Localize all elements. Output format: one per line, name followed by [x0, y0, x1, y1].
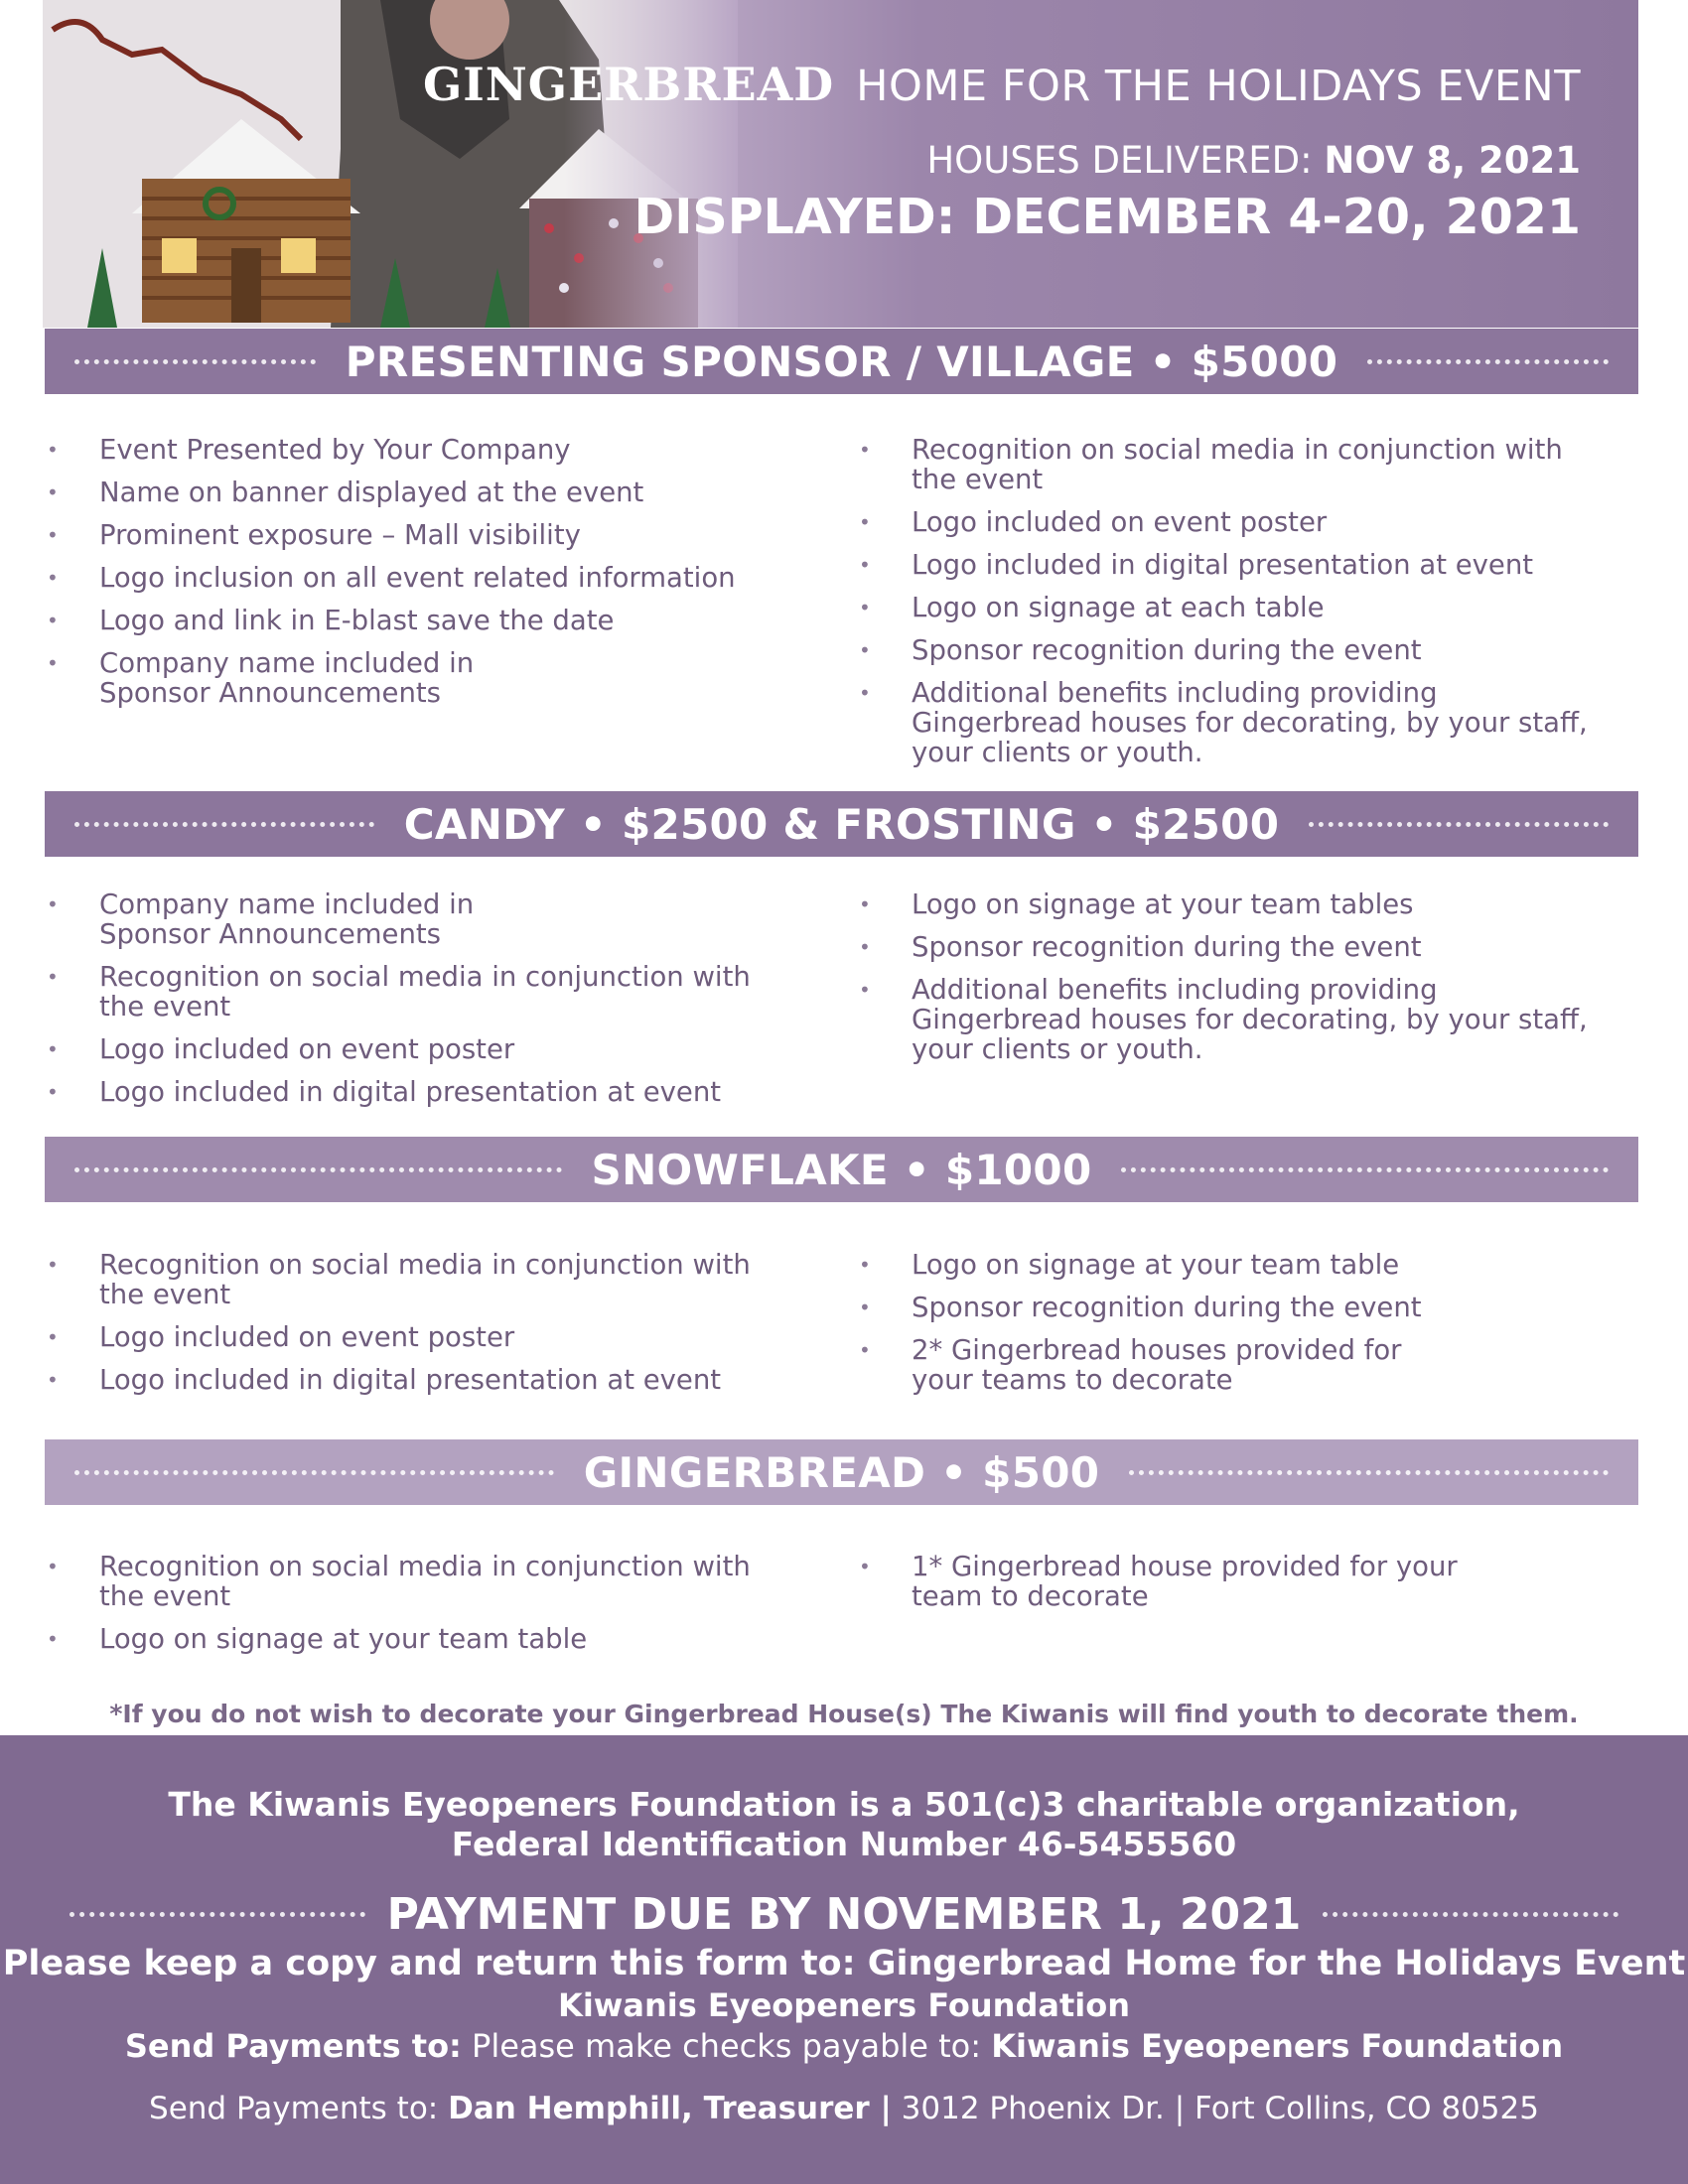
presenting-benefits-left: [43, 435, 797, 721]
list-item: • Logo included on event poster: [43, 1034, 797, 1064]
send-payments-label: Send Payments to:: [124, 2027, 462, 2065]
list-item: • Recognition on social media in conjunction with the event: [43, 962, 784, 1022]
list-item: • Logo and link in E-blast save the date: [43, 606, 797, 635]
dotted-divider: [1367, 359, 1609, 364]
section-bar-presenting: [45, 329, 1638, 394]
list-item: • Sponsor recognition during the event: [855, 1293, 1610, 1322]
list-item: • Sponsor recognition during the event: [855, 635, 1610, 665]
return-instructions: Please keep a copy and return this form to: Gingerbread Home for the Holidays Event: [2, 1944, 1686, 1983]
dotted-divider: [1121, 1167, 1609, 1172]
candy-benefits-right: [855, 889, 1610, 1077]
section-title-candy: CANDY • $2500 & FROSTING • $2500: [403, 799, 1280, 849]
send-payments-label-2: Send Payments to:: [149, 2091, 439, 2126]
displayed-dates: DISPLAYED: DECEMBER 4-20, 2021: [633, 189, 1581, 245]
dotted-divider: [1323, 1912, 1618, 1917]
mailing-address: 3012 Phoenix Dr. | Fort Collins, CO 80525: [901, 2091, 1539, 2126]
dotted-divider: [74, 1470, 554, 1475]
list-item: • 1* Gingerbread house provided for your team to decorate: [855, 1552, 1468, 1611]
delivered-date: NOV 8, 2021: [1324, 139, 1581, 182]
event-title-text: HOME FOR THE HOLIDAYS EVENT: [856, 62, 1581, 111]
list-item: • Recognition on social media in conjunction with the event: [43, 1250, 784, 1309]
dotted-divider: [1129, 1470, 1609, 1475]
dotted-divider: [74, 1167, 562, 1172]
list-item: • Logo on signage at your team table: [855, 1250, 1610, 1280]
org-line-2: Federal Identification Number 46-5455560: [451, 1825, 1237, 1863]
list-item: • Logo included on event poster: [855, 507, 1610, 537]
delivered-line: [926, 139, 1581, 182]
dotted-divider: [1309, 822, 1609, 827]
org-line-1: The Kiwanis Eyeopeners Foundation is a 501(c)3 charitable organization,: [168, 1785, 1520, 1824]
list-item: • Recognition on social media in conjunction with the event: [43, 1552, 784, 1611]
checks-payable-line: [0, 2026, 1688, 2066]
decorating-note: *If you do not wish to decorate your Gingerbread House(s) The Kiwanis will find youth to decorate them.: [109, 1700, 1579, 1728]
gingerbread-benefits-right: [855, 1552, 1610, 1624]
list-item: • Company name included in Sponsor Announcements: [43, 889, 477, 949]
footer-panel: [0, 1735, 1688, 2184]
list-item: • Sponsor recognition during the event: [855, 932, 1610, 962]
section-title-snowflake: SNOWFLAKE • $1000: [591, 1145, 1092, 1194]
brand-logo: GINGERBREAD: [422, 58, 835, 111]
section-title-presenting: PRESENTING SPONSOR / VILLAGE • $5000: [345, 337, 1338, 386]
payment-due-title: PAYMENT DUE BY NOVEMBER 1, 2021: [386, 1888, 1302, 1940]
checks-payee: Kiwanis Eyeopeners Foundation: [991, 2027, 1564, 2065]
header-banner: [43, 0, 1638, 328]
checks-text: Please make checks payable to:: [472, 2027, 982, 2065]
list-item: • Name on banner displayed at the event: [43, 478, 797, 507]
list-item: • Prominent exposure – Mall visibility: [43, 520, 797, 550]
list-item: • Company name included in Sponsor Announcements: [43, 648, 477, 708]
snowflake-benefits-right: [855, 1250, 1610, 1408]
list-item: • Logo included in digital presentation at event: [43, 1077, 797, 1107]
dotted-divider: [74, 822, 374, 827]
list-item: • 2* Gingerbread houses provided for your teams to decorate: [855, 1335, 1468, 1395]
delivered-label: HOUSES DELIVERED:: [926, 139, 1313, 182]
list-item: • Logo included in digital presentation at event: [855, 550, 1610, 580]
gingerbread-benefits-left: [43, 1552, 797, 1667]
list-item: • Event Presented by Your Company: [43, 435, 797, 465]
foundation-name: Kiwanis Eyeopeners Foundation: [558, 1986, 1130, 2024]
dotted-divider: [70, 1912, 365, 1917]
list-item: • Logo inclusion on all event related information: [43, 563, 797, 593]
section-bar-snowflake: [45, 1137, 1638, 1202]
section-title-gingerbread: GINGERBREAD • $500: [583, 1447, 1100, 1497]
gingerbread-houses-photo: [43, 0, 738, 328]
dotted-divider: [74, 359, 316, 364]
list-item: • Additional benefits including providing Gingerbread houses for decorating, by your staff, your clients or youth.: [855, 678, 1597, 767]
event-title: [423, 58, 1581, 111]
treasurer-name: Dan Hemphill, Treasurer |: [448, 2091, 892, 2126]
section-bar-candy: [45, 791, 1638, 857]
list-item: • Logo on signage at each table: [855, 593, 1610, 622]
list-item: • Logo included on event poster: [43, 1322, 797, 1352]
list-item: • Logo included in digital presentation at event: [43, 1365, 797, 1395]
list-item: • Recognition on social media in conjunction with the event: [855, 435, 1567, 494]
snowflake-benefits-left: [43, 1250, 797, 1408]
list-item: • Logo on signage at your team table: [43, 1624, 797, 1654]
mailing-address-line: [0, 2089, 1688, 2128]
list-item: • Additional benefits including providing Gingerbread houses for decorating, by your staff, your clients or youth.: [855, 975, 1597, 1064]
list-item: • Logo on signage at your team tables: [855, 889, 1610, 919]
payment-due-bar: [48, 1882, 1640, 1946]
section-bar-gingerbread: [45, 1439, 1638, 1505]
presenting-benefits-right: [855, 435, 1610, 780]
candy-benefits-left: [43, 889, 797, 1120]
organization-info: [0, 1785, 1688, 1864]
